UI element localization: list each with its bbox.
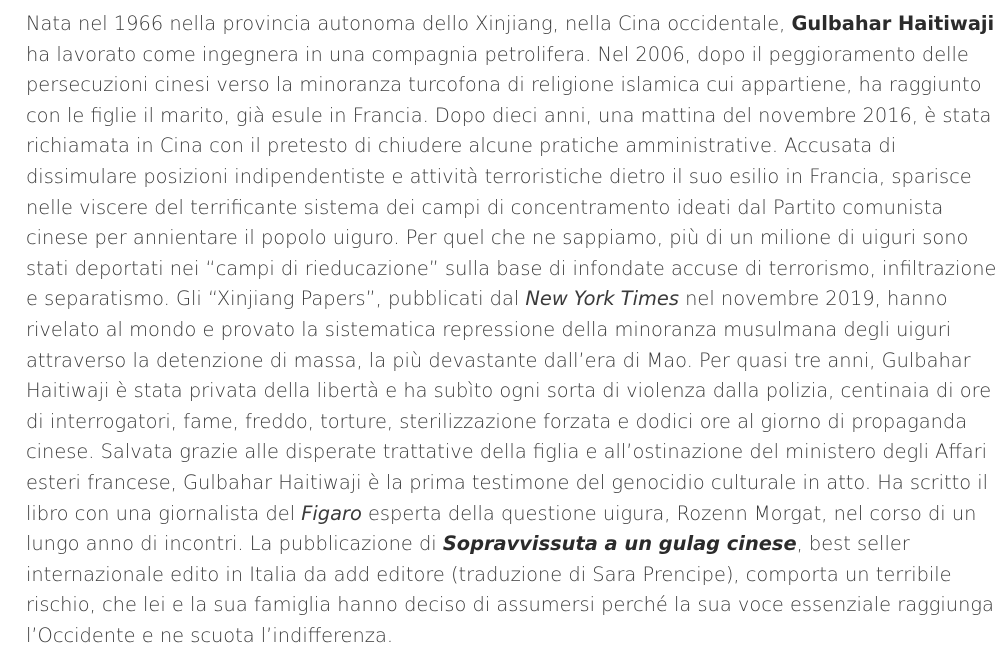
bio-text: lungo anno di incontri. La pubblicazione di <box>26 532 443 556</box>
bio-line: stati deportati nei “campi di rieducazione” sulla base di infondate accuse di terrorismo, infiltrazione <box>26 256 997 280</box>
bio-line <box>26 529 976 560</box>
bio-line: attraverso la detenzione di massa, la più devastante dall’era di Mao. Per quasi tre anni, Gulbahar <box>26 348 971 372</box>
newspaper-title: Figaro <box>301 501 362 525</box>
bio-line <box>26 499 976 530</box>
author-name: Gulbahar Haitiwaji <box>791 12 995 35</box>
bio-line: dissimulare posizioni indipendentiste e attività terroristiche dietro il suo esilio in Francia, sparisce <box>26 164 972 188</box>
bio-line: nelle viscere del terrificante sistema dei campi di concentramento ideati dal Partito comunista <box>26 195 944 219</box>
bio-line: esteri francese, Gulbahar Haitiwaji è la prima testimone del genocidio culturale in atto. Ha scritto il <box>26 470 989 494</box>
bio-line: rivelato al mondo e provato la sistematica repressione della minoranza musulmana degli uiguri <box>26 317 952 341</box>
author-bio-paragraph <box>26 9 997 651</box>
bio-text: libro con una giornalista del <box>26 501 302 525</box>
bio-text: Nata nel 1966 nella provincia autonoma dello Xinjiang, nella Cina occidentale, <box>26 12 792 35</box>
newspaper-title: New York Times <box>525 287 679 311</box>
bio-line: ha lavorato come ingegnera in una compagnia petrolifera. Nel 2006, dopo il peggioramento delle <box>26 42 969 66</box>
bio-line: con le figlie il marito, già esule in Francia. Dopo dieci anni, una mattina del novembre 2016, è stata <box>26 103 992 127</box>
bio-line: rischio, che lei e la sua famiglia hanno deciso di assumersi perché la sua voce essenziale raggiunga <box>26 593 994 617</box>
bio-line <box>26 9 995 40</box>
bio-line: richiamata in Cina con il pretesto di chiudere alcune pratiche amministrative. Accusata di <box>26 134 897 158</box>
bio-text: , best seller <box>796 532 910 556</box>
bio-line: internazionale edito in Italia da add editore (traduzione di Sara Prencipe), comporta un terribile <box>26 562 952 586</box>
bio-line <box>26 284 976 315</box>
book-title-text: Sopravvissuta a un gulag cinese <box>442 532 797 556</box>
bio-line: l’Occidente e ne scuota l’indifferenza. <box>26 623 393 647</box>
bio-text: nel novembre 2019, hanno <box>678 287 948 311</box>
bio-line: Haitiwaji è stata privata della libertà e ha subìto ogni sorta di violenza dalla polizia, centinaia di ore <box>26 379 992 403</box>
bio-line: di interrogatori, fame, freddo, torture, sterilizzazione forzata e dodici ore al giorno di propaganda <box>26 409 968 433</box>
bio-text: e separatismo. Gli “Xinjiang Papers”, pubblicati dal <box>26 287 526 311</box>
bio-text: esperta della questione uigura, Rozenn Morgat, nel corso di un <box>361 501 977 525</box>
bio-line: cinese. Salvata grazie alle disperate trattative della figlia e all’ostinazione del ministero degli Affari <box>26 440 988 464</box>
book-title <box>443 532 797 555</box>
bio-line: cinese per annientare il popolo uiguro. Per quel che ne sappiamo, più di un milione di uiguri sono <box>26 226 969 250</box>
bio-line: persecuzioni cinesi verso la minoranza turcofona di religione islamica cui appartiene, ha raggiunto <box>26 73 982 97</box>
